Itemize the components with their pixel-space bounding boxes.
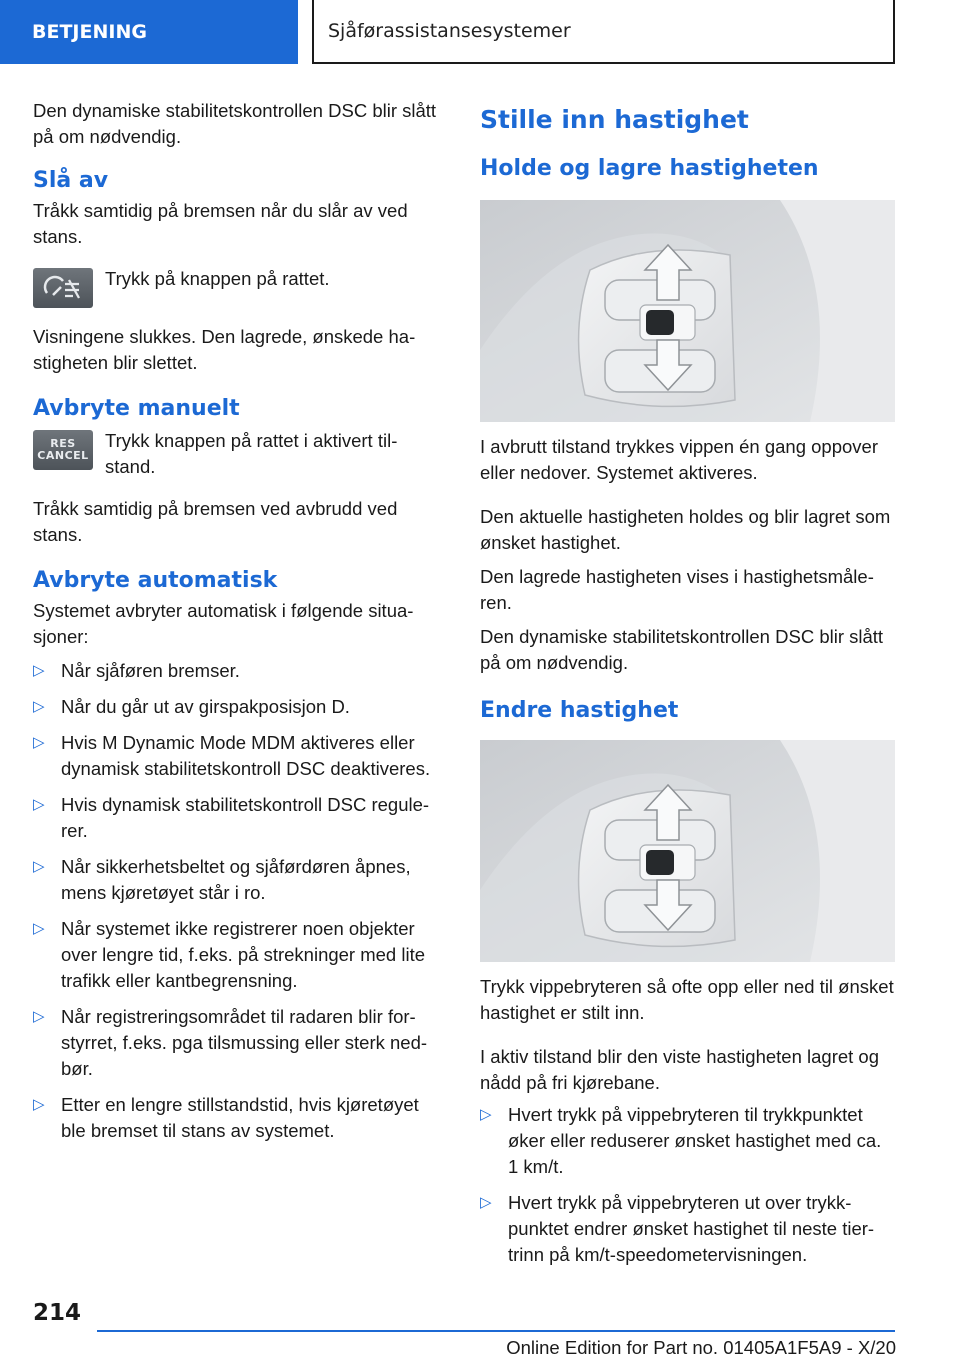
off-after-text: Visningene slukkes. Den lagrede, ønskede hastigheten blir slettet. <box>33 326 416 373</box>
steering-wheel-photo <box>480 740 895 962</box>
list-item-text: Hvert trykk på vippebryteren til trykkpunktet øker eller reduserer ønsket hastighet med ca. 1 km/t. <box>508 1104 882 1177</box>
list-item-text: Etter en lengre stillstandstid, hvis kjøretøyet ble bremset til stans av systemet. <box>61 1094 419 1141</box>
list-item-text: Hvis dynamisk stabilitetskontroll DSC regulerer. <box>61 794 430 841</box>
steering-wheel-rocker-illustration <box>480 200 895 422</box>
res-label: RES <box>50 437 76 450</box>
hold-text-3: Den lagrede hastigheten vises i hastighetsmåleren. <box>480 566 874 613</box>
triangle-bullet-icon: ▷ <box>33 1096 45 1113</box>
list-item <box>33 1004 441 1082</box>
off-instruction <box>33 266 441 308</box>
triangle-bullet-icon: ▷ <box>33 662 45 679</box>
manual-after-text: Tråkk samtidig på bremsen ved avbrudd ved stans. <box>33 498 398 545</box>
triangle-bullet-icon: ▷ <box>33 1008 45 1025</box>
right-column <box>480 100 895 1278</box>
list-item <box>33 1092 441 1144</box>
manual-icon-text: Trykk knappen på rattet i aktivert tilstand. <box>105 430 398 477</box>
chapter-title <box>312 0 895 64</box>
list-item-text: Når registreringsområdet til radaren blir forstyrret, f.eks. pga tilsmussing eller sterk nedbør. <box>61 1006 428 1079</box>
hold-text-4: Den dynamiske stabilitetskontrollen DSC blir slått på om nødvendig. <box>480 626 884 673</box>
steering-wheel-photo <box>480 200 895 422</box>
list-item-text: Hvert trykk på vippebryteren ut over trykkpunktet endrer ønsket hastighet til neste tiertrinn på km/t-speedometervisningen. <box>508 1192 875 1265</box>
hold-heading: Holde og lagre hastigheten <box>480 156 819 181</box>
triangle-bullet-icon: ▷ <box>480 1106 492 1123</box>
left-column <box>33 98 441 1154</box>
edition-footer: Online Edition for Part no. 01405A1F5A9 - X/20 <box>506 1337 896 1358</box>
cruise-control-icon <box>41 275 85 301</box>
res-cancel-icon <box>33 430 93 470</box>
footer-divider <box>97 1330 895 1332</box>
manual-instruction <box>33 428 441 480</box>
triangle-bullet-icon: ▷ <box>480 1194 492 1211</box>
triangle-bullet-icon: ▷ <box>33 920 45 937</box>
auto-text: Systemet avbryter automatisk i følgende situasjoner: <box>33 600 414 647</box>
list-item <box>480 1102 895 1180</box>
change-text-1: Trykk vippebryteren så ofte opp eller ned til ønsket hastighet er stilt inn. <box>480 976 894 1023</box>
off-heading: Slå av <box>33 168 109 193</box>
list-item-text: Når sjåføren bremser. <box>61 660 240 681</box>
manual-heading: Avbryte manuelt <box>33 396 240 421</box>
list-item <box>33 916 441 994</box>
change-text-2: I aktiv tilstand blir den viste hastigheten lagret og nådd på fri kjørebane. <box>480 1046 880 1093</box>
change-list <box>480 1102 895 1268</box>
list-item <box>480 1190 895 1268</box>
off-text: Tråkk samtidig på bremsen når du slår av ved stans. <box>33 200 408 247</box>
intro-text: Den dynamiske stabilitetskontrollen DSC blir slått på om nødvendig. <box>33 100 437 147</box>
page-number: 214 <box>33 1300 82 1326</box>
list-item <box>33 854 441 906</box>
list-item <box>33 792 441 844</box>
auto-heading: Avbryte automatisk <box>33 568 278 593</box>
list-item-text: Hvis M Dynamic Mode MDM aktiveres eller dynamisk stabilitetskontroll DSC deaktiveres. <box>61 732 431 779</box>
list-item-text: Når sikkerhetsbeltet og sjåførdøren åpnes, mens kjøretøyet står i ro. <box>61 856 411 903</box>
list-item <box>33 730 441 782</box>
triangle-bullet-icon: ▷ <box>33 796 45 813</box>
res-cancel-label <box>37 438 88 462</box>
list-item-text: Når du går ut av girspakposisjon D. <box>61 696 350 717</box>
triangle-bullet-icon: ▷ <box>33 734 45 751</box>
hold-text-1: I avbrutt tilstand trykkes vippen én gang oppover eller nedover. Systemet aktiveres. <box>480 436 878 483</box>
triangle-bullet-icon: ▷ <box>33 698 45 715</box>
change-heading: Endre hastighet <box>480 698 679 723</box>
list-item <box>33 658 441 684</box>
auto-list <box>33 658 441 1144</box>
hold-text-2: Den aktuelle hastigheten holdes og blir lagret som ønsket hastighet. <box>480 506 891 553</box>
cancel-label: CANCEL <box>37 449 89 462</box>
list-item <box>33 694 441 720</box>
section-tab: BETJENING <box>0 0 298 64</box>
off-icon-text: Trykk på knappen på rattet. <box>105 268 330 289</box>
triangle-bullet-icon: ▷ <box>33 858 45 875</box>
list-item-text: Når systemet ikke registrerer noen objekter over lengre tid, f.eks. på strekninger med lite trafikk eller kantbegrensning. <box>61 918 426 991</box>
chapter-title-text: Sjåførassistansesystemer <box>328 20 571 42</box>
main-heading: Stille inn hastighet <box>480 105 749 134</box>
speed-limiter-icon <box>33 268 93 308</box>
steering-wheel-rocker-illustration <box>480 740 895 962</box>
